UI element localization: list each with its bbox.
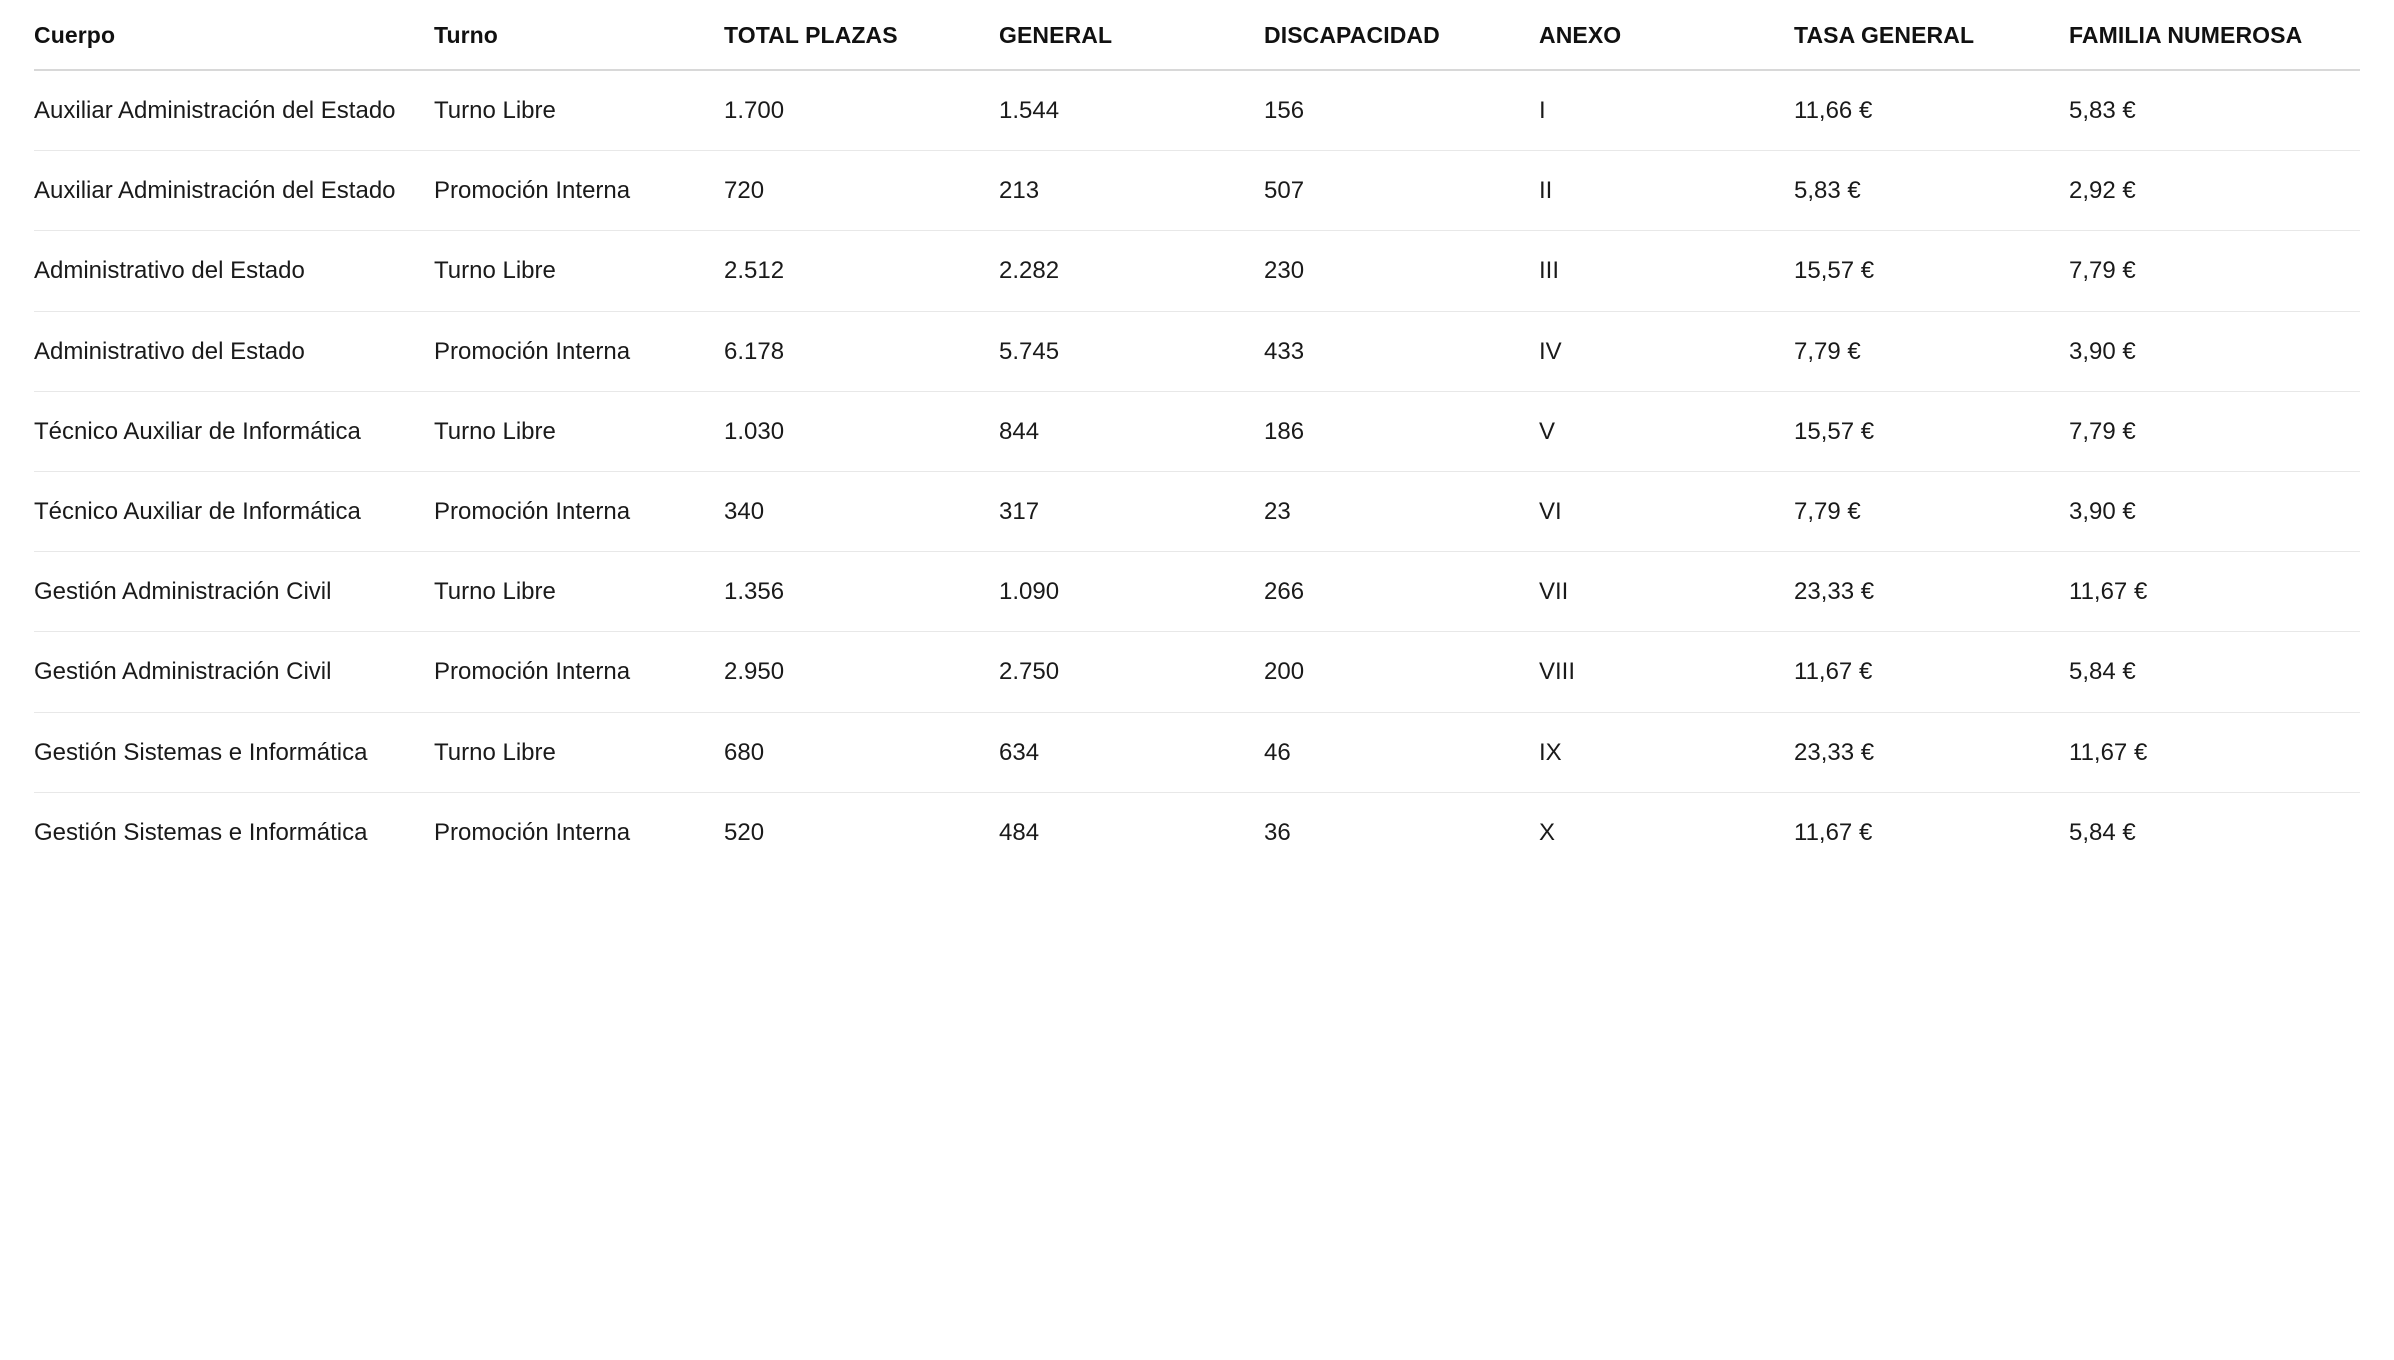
cell-cuerpo: Administrativo del Estado — [34, 311, 434, 391]
cell-discapacidad: 200 — [1264, 632, 1539, 712]
cell-general: 213 — [999, 151, 1264, 231]
column-header-turno: Turno — [434, 0, 724, 70]
cell-tasa-general: 5,83 € — [1794, 151, 2069, 231]
cell-total-plazas: 6.178 — [724, 311, 999, 391]
cell-cuerpo: Auxiliar Administración del Estado — [34, 70, 434, 151]
cell-turno: Promoción Interna — [434, 311, 724, 391]
cell-cuerpo: Gestión Administración Civil — [34, 552, 434, 632]
cell-cuerpo: Gestión Sistemas e Informática — [34, 818, 368, 846]
cell-general: 2.750 — [999, 632, 1264, 712]
cell-turno: Turno Libre — [434, 231, 724, 311]
cell-cuerpo: Técnico Auxiliar de Informática — [34, 471, 434, 551]
cell-total-plazas: 1.356 — [724, 552, 999, 632]
table-row — [34, 712, 2360, 792]
table-row — [34, 391, 2360, 471]
cell-discapacidad: 266 — [1264, 552, 1539, 632]
cell-cuerpo: Técnico Auxiliar de Informática — [34, 391, 434, 471]
table-body — [34, 70, 2360, 872]
cell-cuerpo: Gestión Administración Civil — [34, 632, 434, 712]
table-row — [34, 231, 2360, 311]
cell-familia-numerosa: 5,83 € — [2069, 70, 2360, 151]
column-header-anexo: ANEXO — [1539, 0, 1794, 70]
cell-anexo: VII — [1539, 552, 1794, 632]
cell-total-plazas: 1.700 — [724, 70, 999, 151]
cell-total-plazas: 2.512 — [724, 231, 999, 311]
cell-tasa-general: 7,79 € — [1794, 471, 2069, 551]
cell-general: 1.544 — [999, 70, 1264, 151]
column-header-cuerpo: Cuerpo — [34, 0, 434, 70]
cell-general: 484 — [999, 818, 1040, 846]
cell-total-plazas: 2.950 — [724, 632, 999, 712]
oposiciones-table — [34, 0, 2360, 872]
table-header-row — [34, 0, 2360, 70]
cell-discapacidad: 36 — [1264, 818, 1291, 846]
cell-tasa-general: 11,66 € — [1794, 70, 2069, 151]
cell-turno: Promoción Interna — [434, 632, 724, 712]
column-header-familia-numerosa: FAMILIA NUMEROSA — [2069, 0, 2360, 70]
cell-familia-numerosa: 11,67 € — [2069, 552, 2360, 632]
cell-tasa-general: 15,57 € — [1794, 391, 2069, 471]
cell-cuerpo: Administrativo del Estado — [34, 231, 434, 311]
cell-turno: Turno Libre — [434, 391, 724, 471]
cell-tasa-general: 23,33 € — [1794, 712, 2069, 792]
cell-total-plazas: 520 — [724, 818, 765, 846]
column-header-total-plazas: TOTAL PLAZAS — [724, 0, 999, 70]
cell-anexo: V — [1539, 391, 1794, 471]
table-row — [34, 632, 2360, 712]
table-row — [34, 70, 2360, 151]
cell-cuerpo: Gestión Sistemas e Informática — [34, 712, 434, 792]
cell-anexo: I — [1539, 70, 1794, 151]
table-row — [34, 471, 2360, 551]
cell-familia-numerosa: 2,92 € — [2069, 151, 2360, 231]
cell-total-plazas: 720 — [724, 151, 999, 231]
cell-general: 317 — [999, 471, 1264, 551]
cell-discapacidad: 507 — [1264, 151, 1539, 231]
table-row — [34, 311, 2360, 391]
cell-general: 5.745 — [999, 311, 1264, 391]
cell-turno: Promoción Interna — [434, 471, 724, 551]
cell-anexo: IV — [1539, 311, 1794, 391]
cell-discapacidad: 186 — [1264, 391, 1539, 471]
cell-familia-numerosa: 7,79 € — [2069, 231, 2360, 311]
cell-tasa-general: 11,67 € — [1794, 818, 1873, 846]
cell-total-plazas: 680 — [724, 712, 999, 792]
table-row — [34, 792, 2360, 872]
table-header — [34, 0, 2360, 70]
cell-turno: Turno Libre — [434, 552, 724, 632]
cell-general: 634 — [999, 712, 1264, 792]
column-header-discapacidad: DISCAPACIDAD — [1264, 0, 1539, 70]
cell-tasa-general: 15,57 € — [1794, 231, 2069, 311]
cell-tasa-general: 11,67 € — [1794, 632, 2069, 712]
cell-anexo: X — [1539, 818, 1556, 846]
cell-familia-numerosa: 3,90 € — [2069, 471, 2360, 551]
cell-familia-numerosa: 7,79 € — [2069, 391, 2360, 471]
cell-cuerpo: Auxiliar Administración del Estado — [34, 151, 434, 231]
cell-anexo: II — [1539, 151, 1794, 231]
cell-familia-numerosa: 3,90 € — [2069, 311, 2360, 391]
cell-general: 844 — [999, 391, 1264, 471]
cell-discapacidad: 433 — [1264, 311, 1539, 391]
cell-turno: Promoción Interna — [434, 818, 631, 846]
cell-anexo: III — [1539, 231, 1794, 311]
cell-discapacidad: 156 — [1264, 70, 1539, 151]
cell-general: 1.090 — [999, 552, 1264, 632]
cell-familia-numerosa: 5,84 € — [2069, 818, 2136, 846]
cell-total-plazas: 340 — [724, 471, 999, 551]
cell-turno: Promoción Interna — [434, 151, 724, 231]
cell-anexo: IX — [1539, 712, 1794, 792]
cell-discapacidad: 46 — [1264, 712, 1539, 792]
cell-total-plazas: 1.030 — [724, 391, 999, 471]
cell-tasa-general: 7,79 € — [1794, 311, 2069, 391]
cell-discapacidad: 23 — [1264, 471, 1539, 551]
cell-familia-numerosa: 5,84 € — [2069, 632, 2360, 712]
cell-turno: Turno Libre — [434, 712, 724, 792]
column-header-general: GENERAL — [999, 0, 1264, 70]
cell-general: 2.282 — [999, 231, 1264, 311]
table-row — [34, 151, 2360, 231]
cell-anexo: VIII — [1539, 632, 1794, 712]
cell-discapacidad: 230 — [1264, 231, 1539, 311]
cell-turno: Turno Libre — [434, 70, 724, 151]
cell-familia-numerosa: 11,67 € — [2069, 712, 2360, 792]
cell-tasa-general: 23,33 € — [1794, 552, 2069, 632]
cell-anexo: VI — [1539, 471, 1794, 551]
column-header-tasa-general: TASA GENERAL — [1794, 0, 2069, 70]
table-row — [34, 552, 2360, 632]
